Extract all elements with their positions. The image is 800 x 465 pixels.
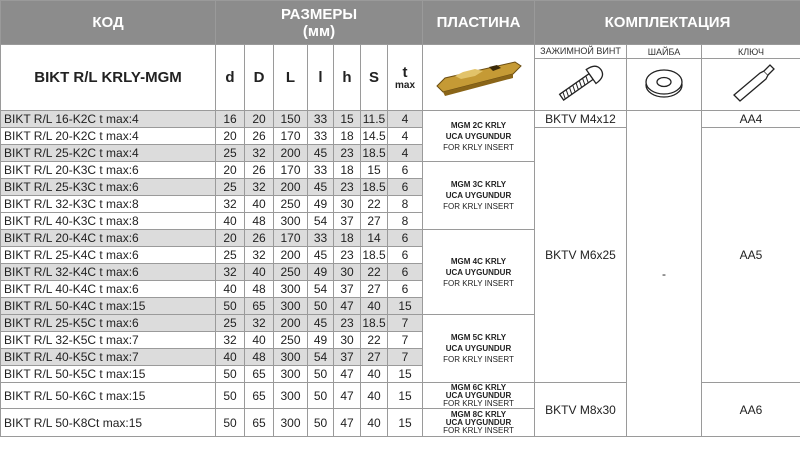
row-S: 27 [361, 281, 388, 298]
row-t: 6 [388, 230, 423, 247]
row-l: 49 [308, 196, 334, 213]
row-S: 27 [361, 349, 388, 366]
insert-line2: UCA UYGUNDUR [445, 191, 512, 200]
row-h: 37 [334, 213, 361, 230]
screw-value: BKTV M8x30 [535, 383, 627, 437]
row-l: 45 [308, 247, 334, 264]
row-code: BIKT R/L 50-K6C t max:15 [1, 383, 216, 409]
row-code: BIKT R/L 20-K4C t max:6 [1, 230, 216, 247]
row-L: 150 [274, 111, 308, 128]
row-t: 7 [388, 332, 423, 349]
row-d: 32 [216, 196, 245, 213]
row-D: 32 [245, 179, 274, 196]
row-d: 40 [216, 349, 245, 366]
row-D: 32 [245, 247, 274, 264]
row-h: 18 [334, 128, 361, 145]
washer-icon [640, 63, 688, 103]
row-code: BIKT R/L 20-K3C t max:6 [1, 162, 216, 179]
row-d: 50 [216, 298, 245, 315]
row-L: 200 [274, 315, 308, 332]
row-L: 300 [274, 281, 308, 298]
row-t: 8 [388, 213, 423, 230]
row-h: 30 [334, 264, 361, 281]
row-d: 50 [216, 409, 245, 437]
row-l: 33 [308, 111, 334, 128]
col-D: D [245, 45, 274, 111]
key-icon-cell [702, 59, 800, 111]
row-S: 22 [361, 196, 388, 213]
row-l: 45 [308, 145, 334, 162]
row-d: 25 [216, 179, 245, 196]
row-S: 14.5 [362, 129, 386, 143]
col-h: h [334, 45, 361, 111]
row-S: 27 [361, 213, 388, 230]
insert-line3: FOR KRLY INSERT [443, 278, 514, 288]
row-L: 200 [274, 145, 308, 162]
insert-icon [431, 52, 527, 100]
tool-name: BIKT R/L KRLY-MGM [1, 45, 216, 111]
row-code: BIKT R/L 16-K2C t max:4 [1, 111, 216, 128]
row-t: 7 [388, 315, 423, 332]
insert-line1: MGM 8C KRLY [450, 409, 507, 419]
row-code: BIKT R/L 25-K4C t max:6 [1, 247, 216, 264]
row-S: 18.5 [362, 146, 386, 160]
row-L: 200 [274, 179, 308, 196]
row-d: 16 [216, 111, 245, 128]
row-L: 200 [274, 247, 308, 264]
insert-info [423, 230, 535, 315]
row-l: 33 [308, 230, 334, 247]
row-l: 45 [308, 315, 334, 332]
row-l: 54 [308, 281, 334, 298]
row-S: 18.5 [362, 248, 386, 262]
insert-info [423, 409, 535, 437]
insert-info [423, 162, 535, 230]
header-dimensions [216, 1, 423, 45]
row-d: 20 [216, 230, 245, 247]
row-code: BIKT R/L 50-K5C t max:15 [1, 366, 216, 383]
col-t-sub: max [394, 80, 415, 91]
col-d: d [216, 45, 245, 111]
row-h: 37 [334, 349, 361, 366]
dimensions-label: РАЗМЕРЫ [280, 5, 358, 23]
row-D: 32 [245, 145, 274, 162]
header-code: КОД [1, 1, 216, 45]
row-t: 6 [388, 281, 423, 298]
insert-info [423, 315, 535, 383]
row-S: 22 [361, 264, 388, 281]
row-d: 50 [216, 383, 245, 409]
row-t: 15 [388, 409, 423, 437]
key-value: AA5 [702, 128, 800, 383]
row-D: 26 [245, 230, 274, 247]
row-code: BIKT R/L 40-K5C t max:7 [1, 349, 216, 366]
row-S: 40 [361, 383, 388, 409]
row-L: 300 [274, 213, 308, 230]
row-t: 4 [388, 145, 423, 162]
key-value: AA6 [702, 383, 800, 437]
insert-line1: MGM 6C KRLY [450, 382, 507, 392]
row-h: 47 [334, 383, 361, 409]
row-code: BIKT R/L 25-K5C t max:6 [1, 315, 216, 332]
row-D: 40 [245, 332, 274, 349]
insert-line2: UCA UYGUNDUR [445, 267, 512, 277]
row-D: 65 [245, 366, 274, 383]
row-S: 15 [361, 162, 388, 179]
row-t: 6 [388, 162, 423, 179]
row-d: 50 [216, 366, 245, 383]
row-L: 250 [274, 196, 308, 213]
col-S: S [361, 45, 388, 111]
row-l: 50 [308, 366, 334, 383]
row-L: 300 [274, 366, 308, 383]
insert-line1: MGM 3C KRLY [450, 180, 507, 189]
insert-info [423, 383, 535, 409]
dimensions-unit: (мм) [302, 22, 336, 40]
insert-image [423, 45, 535, 111]
row-L: 300 [274, 409, 308, 437]
row-d: 25 [216, 247, 245, 264]
row-h: 15 [334, 111, 361, 128]
row-l: 50 [308, 298, 334, 315]
row-t: 15 [388, 298, 423, 315]
row-D: 26 [245, 128, 274, 145]
row-h: 47 [334, 366, 361, 383]
row-h: 18 [334, 162, 361, 179]
row-S: 11.5 [361, 111, 388, 128]
row-h: 30 [334, 196, 361, 213]
insert-line3: FOR KRLY INSERT [443, 202, 514, 211]
row-code: BIKT R/L 50-K4C t max:15 [1, 298, 216, 315]
row-t: 7 [388, 349, 423, 366]
row-h: 23 [334, 315, 361, 332]
row-l: 50 [308, 383, 334, 409]
row-l: 45 [308, 179, 334, 196]
washer-icon-cell [627, 59, 702, 111]
screw-icon [551, 61, 611, 105]
screw-value: BKTV M4x12 [535, 111, 627, 128]
row-h: 47 [334, 409, 361, 437]
row-l: 49 [308, 264, 334, 281]
insert-line1: MGM 4C KRLY [450, 256, 507, 266]
header-kit: КОМПЛЕКТАЦИЯ [535, 1, 800, 45]
insert-line2: UCA UYGUNDUR [445, 344, 512, 353]
row-code: BIKT R/L 50-K8Ct max:15 [1, 409, 216, 437]
row-D: 40 [245, 196, 274, 213]
insert-line3: FOR KRLY INSERT [443, 425, 514, 435]
screw-icon-cell [535, 59, 627, 111]
row-code: BIKT R/L 25-K2C t max:4 [1, 145, 216, 162]
row-d: 20 [216, 162, 245, 179]
row-t: 4 [388, 128, 423, 145]
row-l: 33 [308, 162, 334, 179]
row-D: 32 [245, 315, 274, 332]
row-code: BIKT R/L 32-K4C t max:6 [1, 264, 216, 281]
row-code: BIKT R/L 32-K3C t max:8 [1, 196, 216, 213]
insert-info [423, 111, 535, 162]
row-S: 40 [361, 298, 388, 315]
row-S: 40 [361, 366, 388, 383]
hex-key-icon [726, 61, 776, 105]
col-t-label: t [402, 64, 408, 81]
screw-header: ЗАЖИМНОЙ ВИНТ [535, 45, 627, 59]
row-t: 4 [388, 111, 423, 128]
col-L: L [274, 45, 308, 111]
row-S: 22 [361, 332, 388, 349]
row-D: 65 [245, 409, 274, 437]
row-code: BIKT R/L 20-K2C t max:4 [1, 128, 216, 145]
row-d: 20 [216, 128, 245, 145]
row-h: 30 [334, 332, 361, 349]
row-l: 33 [308, 128, 334, 145]
row-d: 32 [216, 264, 245, 281]
table-row [1, 111, 800, 128]
row-h: 23 [334, 247, 361, 264]
row-t: 6 [388, 247, 423, 264]
header-insert: ПЛАСТИНА [423, 1, 535, 45]
row-h: 23 [334, 145, 361, 162]
row-t: 15 [388, 366, 423, 383]
row-L: 170 [274, 230, 308, 247]
row-h: 23 [334, 179, 361, 196]
row-d: 25 [216, 145, 245, 162]
row-d: 25 [216, 315, 245, 332]
insert-line3: FOR KRLY INSERT [443, 142, 514, 152]
row-D: 48 [245, 349, 274, 366]
col-l: l [308, 45, 334, 111]
key-header: КЛЮЧ [702, 45, 800, 59]
row-l: 54 [308, 213, 334, 230]
row-D: 65 [245, 298, 274, 315]
row-t: 15 [388, 383, 423, 409]
row-h: 47 [334, 298, 361, 315]
row-S: 18.5 [362, 316, 386, 330]
insert-line1: MGM 2C KRLY [450, 120, 507, 130]
row-t: 6 [388, 179, 423, 196]
row-D: 65 [245, 383, 274, 409]
insert-line3: FOR KRLY INSERT [443, 355, 514, 364]
row-L: 250 [274, 332, 308, 349]
washer-value: - [627, 111, 702, 437]
row-L: 300 [274, 383, 308, 409]
row-D: 26 [245, 162, 274, 179]
row-D: 48 [245, 213, 274, 230]
row-code: BIKT R/L 32-K5C t max:7 [1, 332, 216, 349]
col-t [388, 45, 423, 111]
row-D: 20 [245, 111, 274, 128]
row-h: 37 [334, 281, 361, 298]
row-D: 48 [245, 281, 274, 298]
row-d: 40 [216, 213, 245, 230]
row-L: 170 [274, 162, 308, 179]
row-t: 6 [388, 264, 423, 281]
washer-header: ШАЙБА [627, 45, 702, 59]
row-L: 170 [274, 128, 308, 145]
row-S: 14 [361, 230, 388, 247]
row-code: BIKT R/L 40-K3C t max:8 [1, 213, 216, 230]
row-l: 50 [308, 409, 334, 437]
insert-line1: MGM 5C KRLY [450, 333, 507, 342]
insert-line3: FOR KRLY INSERT [443, 398, 514, 408]
row-code: BIKT R/L 40-K4C t max:6 [1, 281, 216, 298]
insert-line2: UCA UYGUNDUR [445, 390, 512, 400]
row-D: 40 [245, 264, 274, 281]
row-S: 40 [361, 409, 388, 437]
row-L: 300 [274, 298, 308, 315]
screw-value: BKTV M6x25 [535, 128, 627, 383]
row-L: 300 [274, 349, 308, 366]
insert-line2: UCA UYGUNDUR [445, 417, 512, 427]
row-l: 49 [308, 332, 334, 349]
row-S: 18.5 [362, 180, 386, 194]
row-h: 18 [334, 230, 361, 247]
row-code: BIKT R/L 25-K3C t max:6 [1, 179, 216, 196]
row-L: 250 [274, 264, 308, 281]
insert-line2: UCA UYGUNDUR [445, 131, 512, 141]
row-d: 40 [216, 281, 245, 298]
row-l: 54 [308, 349, 334, 366]
row-t: 8 [388, 196, 423, 213]
key-value: AA4 [702, 111, 800, 128]
row-d: 32 [216, 332, 245, 349]
